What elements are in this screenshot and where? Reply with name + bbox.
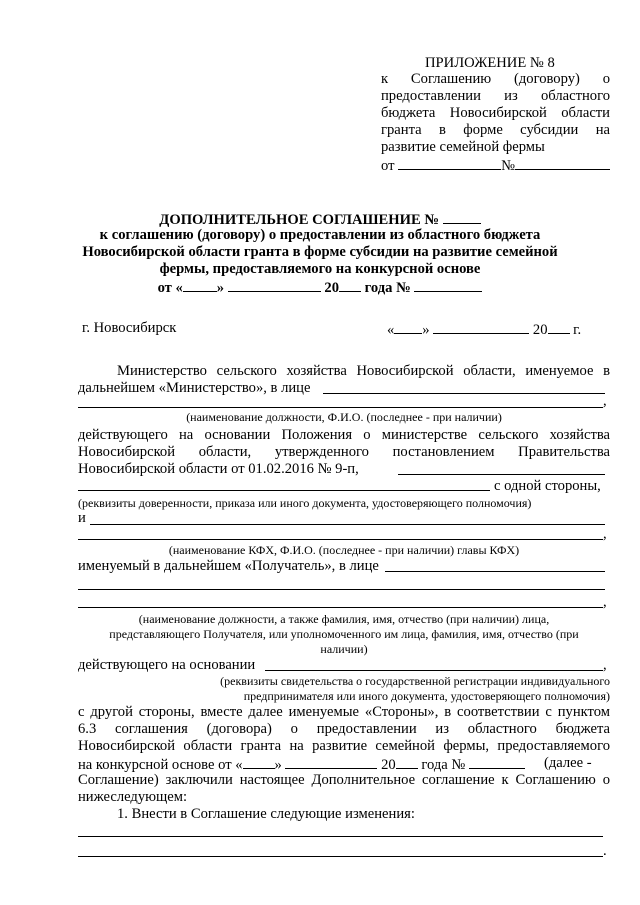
item-1-blank-2	[78, 856, 603, 857]
date-day-blank	[394, 320, 422, 334]
p2-line-1: действующего на основании Положения о министерстве сельского хозяйства	[78, 427, 610, 443]
heading-line-4: фермы, предоставляемого на конкурсной основе	[159, 261, 481, 277]
p4-line-1: действующего на основании	[78, 657, 256, 673]
recipient-blank-2	[78, 539, 603, 540]
caption-official: (наименование должности, Ф.И.О. (последнее - при наличии)	[186, 410, 502, 424]
p5-line-3: Новосибирской области гранта на развитие семейной фермы, предоставляемого	[78, 738, 610, 754]
p2-line-3: Новосибирской области от 01.02.2016 № 9-п,	[78, 461, 359, 477]
item-1: 1. Внести в Соглашение следующие изменения:	[117, 806, 415, 822]
p5-year: 20	[381, 757, 396, 773]
caption-power-of-attorney: (реквизиты доверенности, приказа или иного документа, удостоверяющего полномочия)	[78, 496, 532, 510]
appendix-date-blank	[398, 156, 501, 170]
p5-line-6: нижеследующем:	[78, 789, 188, 805]
p5-quote: »	[274, 757, 282, 773]
date-month-blank	[433, 320, 529, 334]
date-year-blank	[548, 320, 570, 334]
appendix-title: ПРИЛОЖЕНИЕ № 8	[425, 55, 555, 71]
heading-year-blank	[339, 278, 361, 292]
appendix-line-5: развитие семейной фермы	[381, 139, 545, 155]
p5-from: на конкурсной основе от «	[78, 757, 243, 773]
p4-comma: ,	[603, 657, 607, 673]
heading-line-2: к соглашению (договору) о предоставлении из областного бюджета	[99, 227, 541, 243]
p2-one-side: с одной стороны,	[494, 478, 601, 494]
caption-kfh: (наименование КФХ, Ф.И.О. (последнее - при наличии) главы КФХ)	[168, 543, 520, 557]
p5-year-blank	[396, 755, 418, 769]
signing-date	[387, 320, 581, 339]
appendix-number-blank	[515, 156, 610, 170]
p5-month-blank	[285, 755, 377, 769]
p5-line-2: 6.3 соглашения (договора) о предоставлении из областного бюджета	[78, 721, 610, 737]
p1-blank-1	[323, 393, 605, 394]
appendix-line-2: предоставлении из областного	[381, 88, 610, 104]
p2-line-2: Новосибирской области, утвержденного постановлением Правительства	[78, 444, 610, 460]
date-close: »	[422, 322, 430, 338]
heading-number-label: года №	[364, 280, 411, 296]
heading-year: 20	[324, 280, 339, 296]
appendix-line-4: гранта в форме субсидии на	[381, 122, 610, 138]
date-year-suffix: г.	[573, 322, 582, 338]
heading-from: от «	[157, 280, 183, 296]
appendix-from-label: от	[381, 158, 395, 174]
heading-month-blank	[228, 278, 321, 292]
p5-number-label: года №	[421, 757, 466, 773]
recipient-comma: ,	[603, 526, 607, 542]
p5-line-1: с другой стороны, вместе далее именуемые «Стороны», в соответствии с пунктом	[78, 704, 610, 720]
appendix-num-sign: №	[501, 158, 516, 174]
p1-line-2: дальнейшем «Министерство», в лице	[78, 380, 311, 396]
agreement-number-blank	[443, 210, 481, 224]
heading-quote: »	[216, 280, 225, 296]
item-1-blank-1	[78, 836, 603, 837]
caption-representative-3: наличии)	[320, 642, 368, 656]
heading-day-blank	[183, 278, 217, 292]
p1-comma: ,	[603, 393, 607, 409]
caption-representative-1: (наименование должности, а также фамилия, имя, отчество (при наличии) лица,	[138, 612, 550, 626]
p5-number-blank	[469, 755, 525, 769]
p3-comma: ,	[603, 594, 607, 610]
recipient-blank-1	[90, 524, 605, 525]
p5-line-5: Соглашение) заключили настоящее Дополнительное соглашение к Соглашению о	[78, 772, 610, 788]
p4-blank	[265, 670, 603, 671]
p5-hereinafter: (далее -	[544, 755, 592, 771]
heading-date-line	[0, 278, 640, 297]
p3-blank-2	[78, 589, 605, 590]
p1-blank-2	[78, 407, 603, 408]
caption-registration-2: предпринимателя или иного документа, удостоверяющего полномочия)	[243, 689, 610, 703]
heading-line-3: Новосибирской области гранта в форме субсидии на развитие семейной	[82, 244, 558, 260]
caption-representative-2: представляющего Получателя, или уполномоченного им лица, фамилия, имя, отчество (при	[109, 627, 579, 641]
appendix-line-1: к Соглашению (договору) о	[381, 71, 610, 87]
caption-registration-1: (реквизиты свидетельства о государственной регистрации индивидуального	[220, 674, 610, 688]
item-1-period: .	[603, 843, 607, 859]
p3-blank-1	[385, 571, 605, 572]
p3-line-1: именуемый в дальнейшем «Получатель», в лице	[78, 558, 379, 574]
p1-line-1: Министерство сельского хозяйства Новосибирской области, именуемое в	[117, 363, 610, 379]
and-word: и	[78, 510, 86, 526]
appendix-from-line	[381, 156, 610, 175]
agreement-title-text: ДОПОЛНИТЕЛЬНОЕ СОГЛАШЕНИЕ №	[159, 212, 440, 228]
city: г. Новосибирск	[82, 320, 177, 336]
p5-day-blank	[243, 755, 275, 769]
p2-blank-1	[398, 474, 605, 475]
appendix-line-3: бюджета Новосибирской области	[381, 105, 610, 121]
p3-blank-3	[78, 607, 603, 608]
date-open: «	[387, 322, 395, 338]
p2-blank-2	[78, 490, 490, 491]
heading-number-blank	[414, 278, 482, 292]
date-year: 20	[532, 322, 548, 338]
